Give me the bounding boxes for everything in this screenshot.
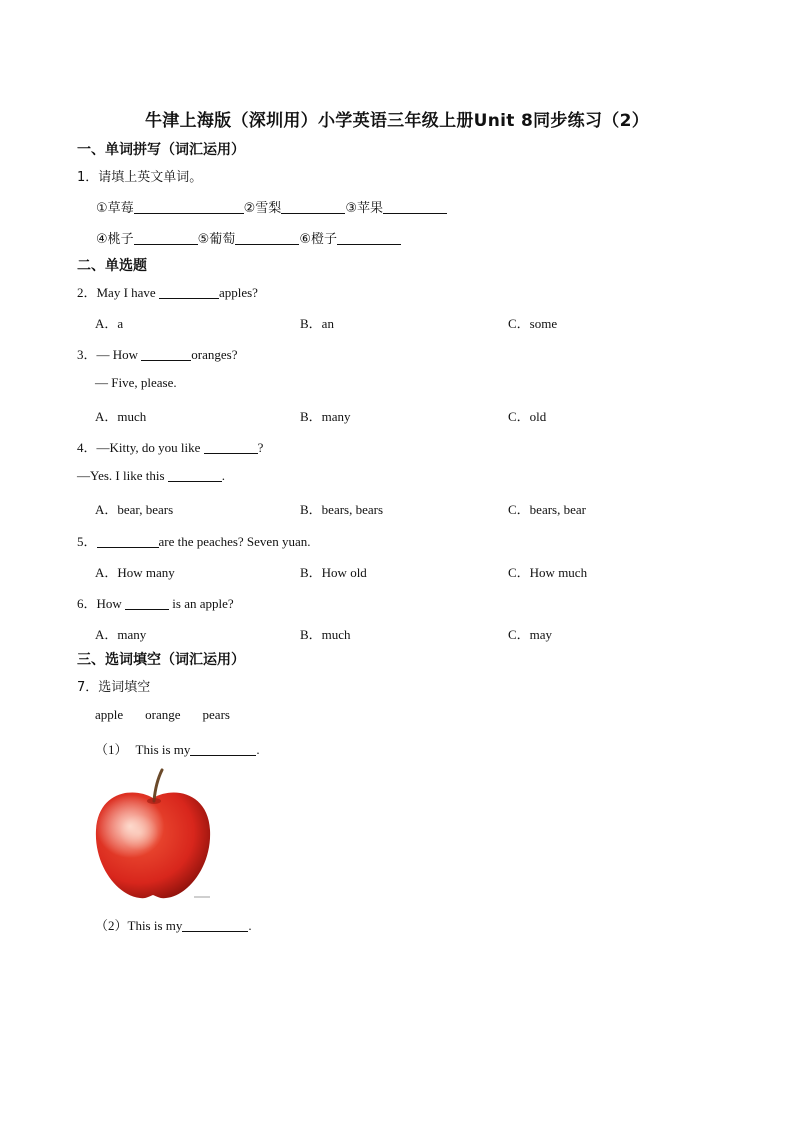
section-heading-spelling: 一、单词拼写（词汇运用） [77, 142, 245, 158]
option-a[interactable]: A．a [95, 316, 124, 331]
question-text: 5． [77, 534, 97, 549]
question-text: 6．How [77, 596, 126, 611]
answer-blank[interactable] [182, 919, 248, 932]
question-1-stem: 1．请填上英文单词。 [77, 170, 203, 185]
item-pear-label: ②雪梨 [243, 201, 282, 216]
word-bank-item: apple [95, 707, 124, 722]
option-a[interactable]: A．How many [95, 565, 175, 580]
answer-blank[interactable] [235, 232, 299, 245]
option-c[interactable]: C．some [508, 316, 558, 331]
question-text: ? [257, 440, 264, 455]
question-text: are the peaches? Seven yuan. [158, 534, 311, 549]
question-2-stem [77, 282, 258, 301]
option-c[interactable]: C．old [508, 409, 547, 424]
answer-blank[interactable] [168, 469, 222, 482]
answer-blank[interactable] [204, 441, 258, 454]
answer-blank[interactable] [159, 286, 219, 299]
question-1-row-2 [96, 228, 401, 247]
word-bank-item: orange [145, 707, 181, 722]
question-1-row-1 [96, 197, 447, 216]
question-text: apples? [218, 285, 258, 300]
option-b[interactable]: B．How old [300, 565, 367, 580]
answer-blank[interactable] [281, 201, 345, 214]
page-title: 牛津上海版（深圳用）小学英语三年级上册Unit 8同步练习（2） [144, 111, 650, 131]
question-7-stem: 7．选词填空 [77, 680, 151, 695]
option-a[interactable]: A．bear, bears [95, 502, 174, 517]
question-text: 2．May I have [77, 285, 159, 300]
question-text: oranges? [191, 347, 238, 362]
option-c[interactable]: C．bears, bear [508, 502, 586, 517]
apple-illustration [88, 768, 218, 904]
question-7-sub-1 [95, 739, 260, 758]
option-b[interactable]: B．many [300, 409, 351, 424]
question-text: This is my [135, 742, 191, 757]
answer-blank[interactable] [125, 597, 169, 610]
option-b[interactable]: B．an [300, 316, 334, 331]
question-5-stem [77, 531, 310, 550]
question-text: 4．—Kitty, do you like [77, 440, 204, 455]
item-grape-label: ⑤葡萄 [197, 232, 236, 247]
question-7-sub-2 [95, 915, 252, 934]
question-text: is an apple? [169, 596, 234, 611]
answer-blank[interactable] [97, 535, 159, 548]
question-text: 3．— How [77, 347, 142, 362]
question-3-line-2: — Five, please. [95, 375, 177, 390]
question-4-line-2 [77, 468, 225, 484]
option-b[interactable]: B．bears, bears [300, 502, 384, 517]
word-bank [95, 707, 230, 723]
apple-image [88, 768, 218, 904]
option-a[interactable]: A．much [95, 409, 147, 424]
answer-blank[interactable] [134, 232, 198, 245]
item-apple-label: ③苹果 [345, 201, 383, 216]
item-peach-label: ④桃子 [96, 232, 134, 247]
sub-question-number: （1） [95, 742, 128, 757]
option-c[interactable]: C．How much [508, 565, 588, 580]
answer-blank[interactable] [134, 201, 244, 214]
question-text: （2）This is my [95, 918, 183, 933]
item-strawberry-label: ①草莓 [96, 201, 134, 216]
question-3-stem [77, 344, 237, 363]
option-c[interactable]: C．may [508, 627, 553, 642]
option-b[interactable]: B．much [300, 627, 351, 642]
question-text: —Yes. I like this [77, 468, 168, 483]
question-text: . [248, 918, 252, 933]
section-heading-choice: 二、单选题 [77, 258, 147, 274]
question-6-stem [77, 593, 234, 612]
question-text: . [221, 468, 226, 483]
answer-blank[interactable] [383, 201, 447, 214]
answer-blank[interactable] [190, 743, 256, 756]
answer-blank[interactable] [337, 232, 401, 245]
section-heading-fill: 三、选词填空（词汇运用） [77, 652, 245, 668]
word-bank-item: pears [202, 707, 230, 722]
question-text: . [256, 742, 260, 757]
item-orange-label: ⑥橙子 [299, 232, 337, 247]
answer-blank[interactable] [141, 348, 191, 361]
question-4-stem [77, 437, 263, 456]
option-a[interactable]: A．many [95, 627, 147, 642]
